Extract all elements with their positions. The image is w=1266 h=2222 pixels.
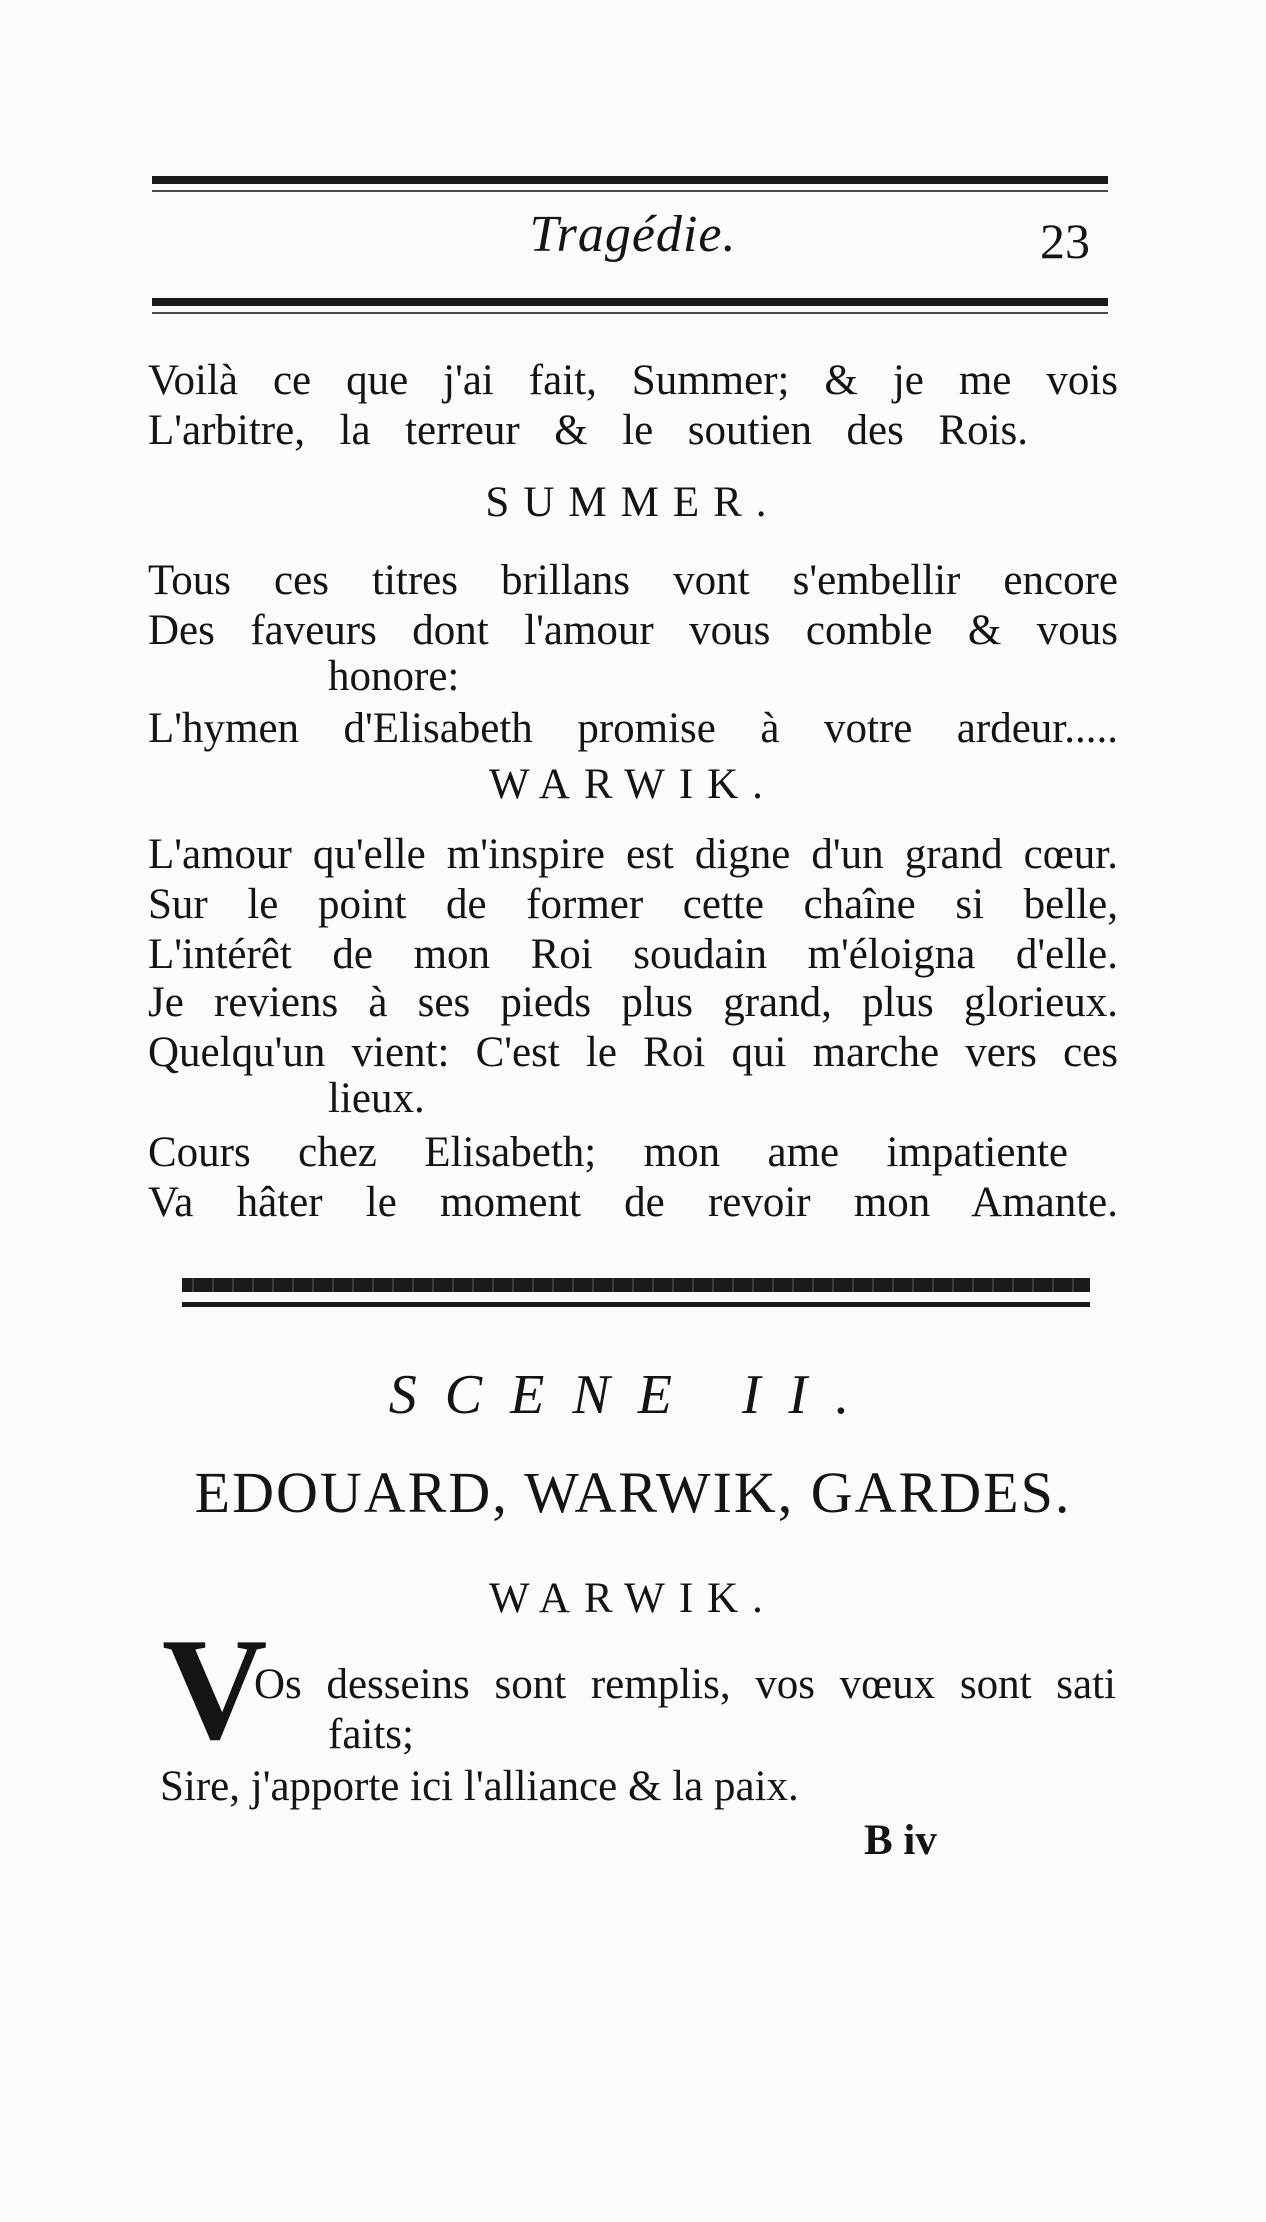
verse-line: Sire, j'apporte ici l'alliance & la paix. xyxy=(160,1763,799,1810)
header-rule-top xyxy=(152,176,1108,184)
verse-line-continuation: lieux. xyxy=(328,1075,425,1122)
verse-line: Voilà ce que j'ai fait, Summer; & je me vois xyxy=(148,357,1118,404)
page-number: 23 xyxy=(1040,213,1090,269)
speaker-name: WARWIK. xyxy=(489,1575,777,1622)
verse-line: Va hâter le moment de revoir mon Amante. xyxy=(148,1179,1118,1226)
verse-line: L'arbitre, la terreur & le soutien des Rois. xyxy=(148,407,1028,454)
drop-capital: V xyxy=(162,1608,268,1770)
scene-heading: SCENE II. xyxy=(388,1364,878,1426)
scene-divider-rule xyxy=(182,1302,1090,1307)
verse-line: Tous ces titres brillans vont s'embellir encore xyxy=(148,557,1118,604)
header-rule-bottom xyxy=(152,298,1108,306)
scene-divider-ornament xyxy=(182,1278,1090,1292)
header-rule-hairline xyxy=(152,190,1108,192)
speaker-name: WARWIK. xyxy=(489,761,777,808)
verse-line: Des faveurs dont l'amour vous comble & vous xyxy=(148,607,1118,654)
verse-line: Je reviens à ses pieds plus grand, plus glorieux. xyxy=(148,979,1118,1026)
verse-line: Os desseins sont remplis, vos vœux sont sati xyxy=(254,1661,1116,1708)
verse-line: Cours chez Elisabeth; mon ame impatiente xyxy=(148,1129,1068,1176)
speaker-name: SUMMER. xyxy=(485,479,781,526)
verse-line: L'amour qu'elle m'inspire est digne d'un grand cœur. xyxy=(148,831,1118,878)
verse-line: L'hymen d'Elisabeth promise à votre ardeur..... xyxy=(148,705,1118,752)
catchword-signature: B iv xyxy=(864,1817,937,1864)
verse-line-continuation: honore: xyxy=(328,653,460,700)
running-title: Tragédie. xyxy=(529,206,737,263)
verse-line: Quelqu'un vient: C'est le Roi qui marche vers ces xyxy=(148,1029,1118,1076)
header-rule-hairline-lower xyxy=(152,312,1108,314)
verse-line: L'intérêt de mon Roi soudain m'éloigna d'elle. xyxy=(148,931,1118,978)
verse-line-continuation: faits; xyxy=(328,1711,414,1758)
cast-list: EDOUARD, WARWIK, GARDES. xyxy=(194,1460,1072,1525)
verse-line: Sur le point de former cette chaîne si belle, xyxy=(148,881,1118,928)
